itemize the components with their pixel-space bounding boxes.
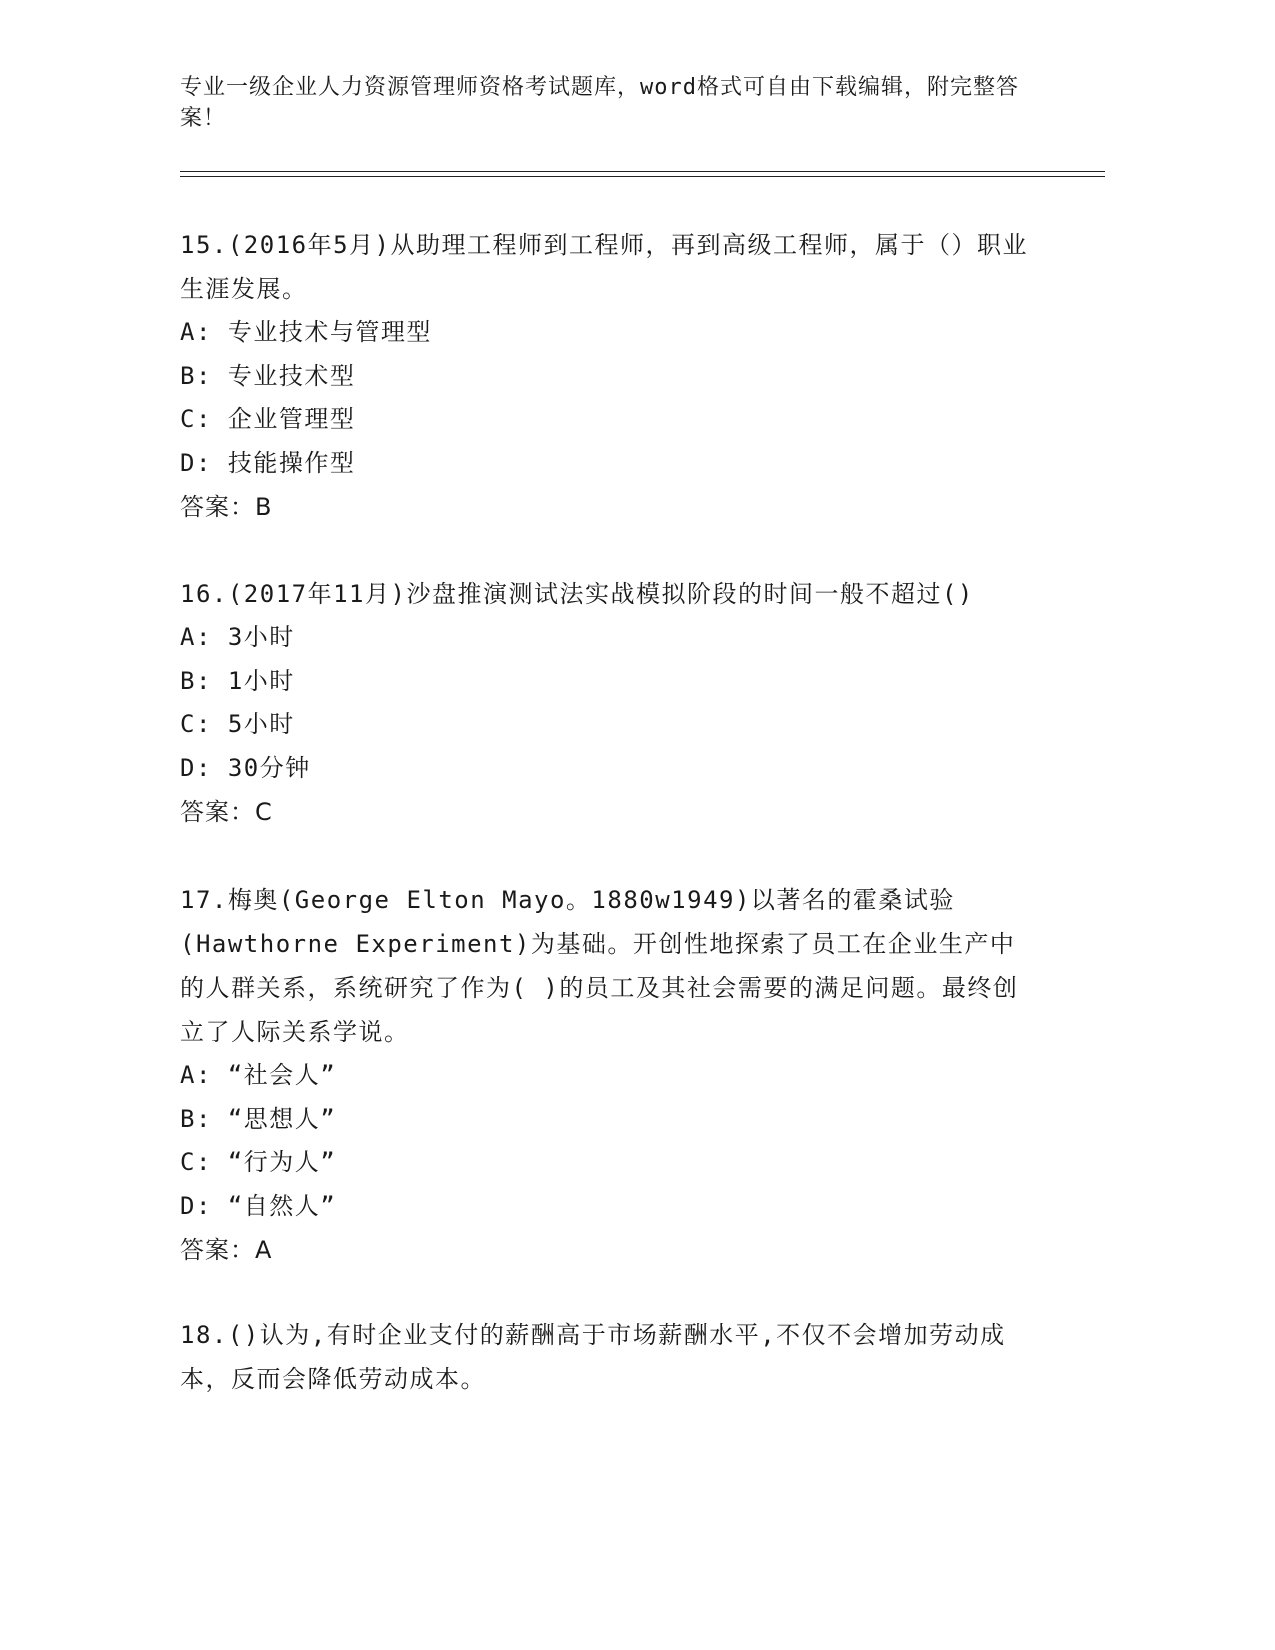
question-17 bbox=[180, 878, 1040, 1272]
question-16 bbox=[180, 572, 1040, 834]
question-text: 15.(2016年5月)从助理工程师到工程师，再到高级工程师，属于（）职业生涯发展。 bbox=[180, 231, 1028, 303]
option-a: A: 3小时 bbox=[180, 623, 295, 651]
option-c: C: 5小时 bbox=[180, 710, 295, 738]
header-divider-top bbox=[180, 171, 1105, 172]
answer-line: 答案：A bbox=[180, 1236, 273, 1264]
answer-line: 答案：B bbox=[180, 493, 273, 521]
question-15 bbox=[180, 223, 1040, 529]
option-a: A: 专业技术与管理型 bbox=[180, 318, 432, 346]
question-text: 16.(2017年11月)沙盘推演测试法实战模拟阶段的时间一般不超过() bbox=[180, 580, 974, 608]
question-text: 17.梅奥(George Elton Mayo。1880w1949)以著名的霍桑试验(Hawthorne Experiment)为基础。开创性地探索了员工在企业生产中的人群关系，系统研究了作为( )的员工及其社会需要的满足问题。最终创立了人际关系学说。 bbox=[180, 886, 1019, 1046]
question-18 bbox=[180, 1313, 1040, 1401]
document-header: 专业一级企业人力资源管理师资格考试题库，word格式可自由下载编辑，附完整答案！ bbox=[180, 75, 1019, 131]
option-d: D: 技能操作型 bbox=[180, 448, 356, 477]
option-b: B: 专业技术型 bbox=[180, 361, 356, 390]
answer-line: 答案：C bbox=[180, 798, 273, 826]
option-b: B: 1小时 bbox=[180, 666, 295, 695]
option-a: A: “社会人” bbox=[180, 1061, 337, 1089]
option-d: D: 30分钟 bbox=[180, 753, 311, 782]
option-d: D: “自然人” bbox=[180, 1191, 337, 1220]
question-text: 18.()认为,有时企业支付的薪酬高于市场薪酬水平,不仅不会增加劳动成本，反而会降低劳动成本。 bbox=[180, 1321, 1006, 1393]
option-b: B: “思想人” bbox=[180, 1104, 337, 1133]
option-c: C: 企业管理型 bbox=[180, 405, 356, 433]
header-divider-bottom bbox=[180, 176, 1105, 177]
option-c: C: “行为人” bbox=[180, 1148, 337, 1176]
